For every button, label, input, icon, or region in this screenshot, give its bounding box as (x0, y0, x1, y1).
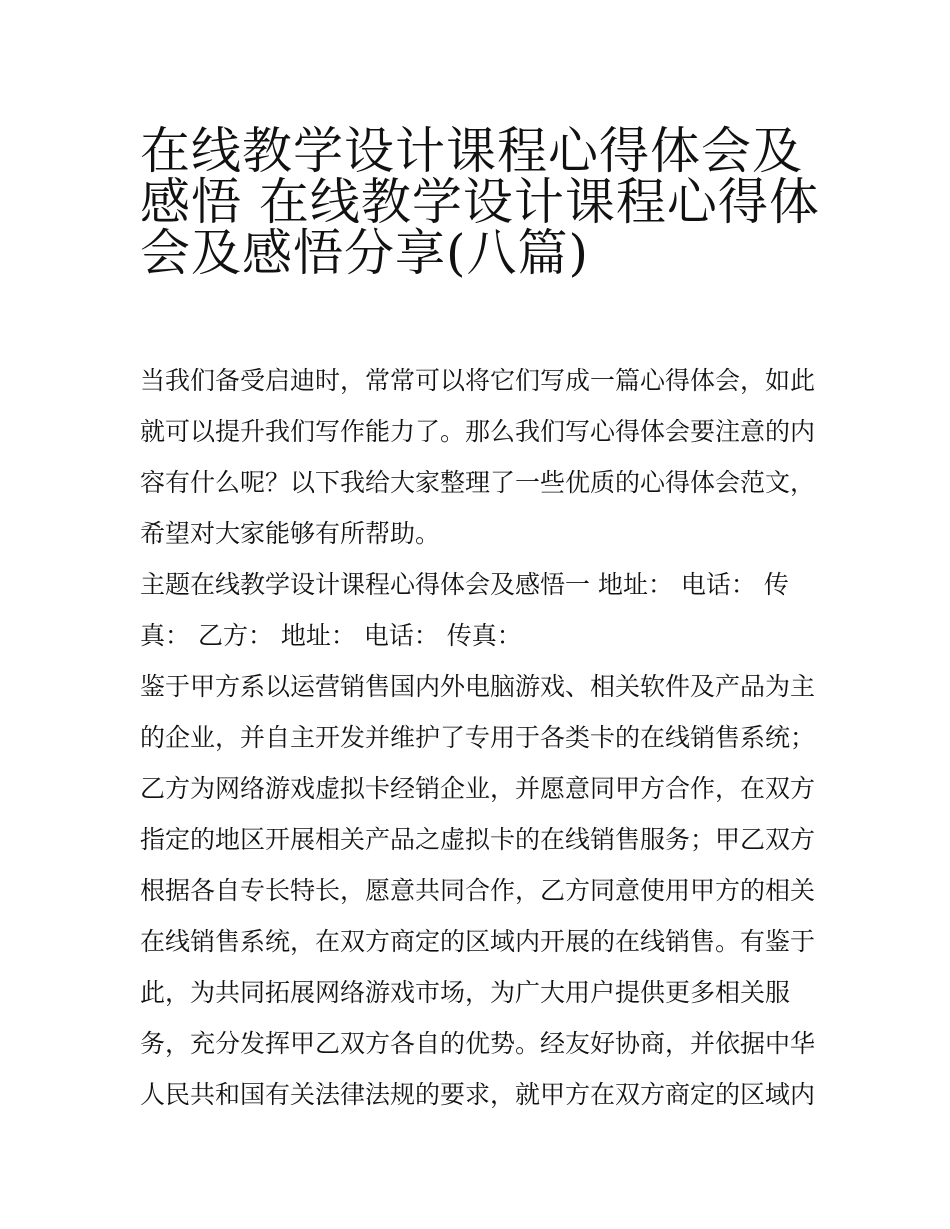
title-line: 感悟 在线教学设计课程心得体 (140, 173, 820, 231)
text-line: 乙方为网络游戏虚拟卡经销企业，并愿意同甲方合作，在双方 (140, 774, 816, 803)
title-line: 在线教学设计课程心得体会及 (140, 122, 803, 180)
contract-header-paragraph (140, 559, 820, 661)
text-line: 当我们备受启迪时，常常可以将它们写成一篇心得体会，如此 (140, 366, 816, 395)
text-line: 希望对大家能够有所帮助。 (140, 519, 441, 548)
text-line: 根据各自专长特长，愿意共同合作，乙方同意使用甲方的相关 (140, 876, 816, 905)
text-line: 容有什么呢？以下我给大家整理了一些优质的心得体会范文， (140, 468, 816, 497)
intro-paragraph (140, 355, 820, 559)
document-title (140, 112, 820, 282)
text-line: 人民共和国有关法律法规的要求，就甲方在双方商定的区域内 (140, 1080, 816, 1109)
text-line: 指定的地区开展相关产品之虚拟卡的在线销售服务；甲乙双方 (140, 825, 816, 854)
contract-body-paragraph (140, 661, 820, 1120)
text-line: 鉴于甲方系以运营销售国内外电脑游戏、相关软件及产品为主 (140, 672, 816, 701)
text-line: 此，为共同拓展网络游戏市场，为广大用户提供更多相关服 (140, 978, 791, 1007)
title-line: 会及感悟分享(八篇) (140, 224, 590, 282)
text-line: 真： 乙方： 地址： 电话： 传真： (140, 621, 522, 650)
text-line: 就可以提升我们写作能力了。那么我们写心得体会要注意的内 (140, 417, 816, 446)
text-line: 在线销售系统，在双方商定的区域内开展的在线销售。有鉴于 (140, 927, 816, 956)
text-line: 务，充分发挥甲乙双方各自的优势。经友好协商，并依据中华 (140, 1029, 816, 1058)
text-line: 主题在线教学设计课程心得体会及感悟一 地址： 电话： 传 (140, 570, 789, 599)
text-line: 的企业，并自主开发并维护了专用于各类卡的在线销售系统； (140, 723, 816, 752)
